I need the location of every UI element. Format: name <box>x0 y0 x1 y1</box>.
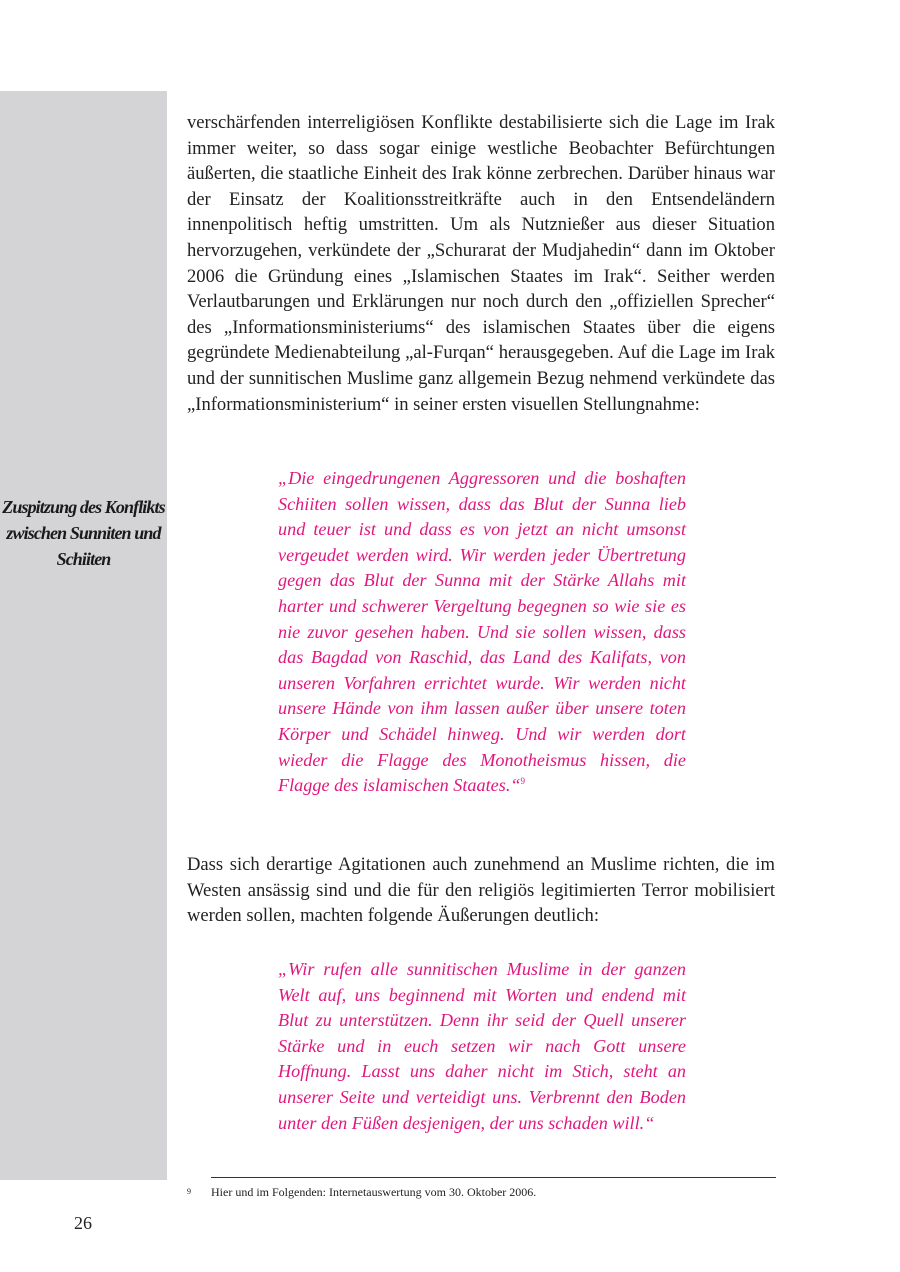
margin-sidebar <box>0 91 167 1180</box>
quote-2: „Wir rufen alle sunnitischen Muslime in der ganzen Welt auf, uns beginnend mit Worten und endend mit Blut zu unterstützen. Denn ihr seid der Quell unserer Stärke und in euch setzen wir nach Gott unsere Hoffnung. Lasst uns daher nicht im Stich, steht an unserer Seite und verteidigt uns. Verbrennt den Boden unter den Füßen desjenigen, der uns schaden will.“ <box>278 959 686 1133</box>
margin-note: Zuspitzung des Konflikts zwischen Sunniten und Schiiten <box>2 497 165 569</box>
footnote-rule <box>211 1177 776 1178</box>
footnote <box>187 1184 777 1200</box>
body-paragraph-2: Dass sich derartige Agitationen auch zunehmend an Muslime richten, die im Westen ansässig sind und die für den religiös legitimierten Terror mobilisiert werden sollen, machten folgende Äußerungen deutlich: <box>187 854 775 927</box>
page-number: 26 <box>74 1213 92 1233</box>
quote-1 <box>278 466 686 799</box>
footnote-number: 9 <box>187 1187 191 1196</box>
body-paragraph-1: verschärfenden interreligiösen Konflikte destabilisierte sich die Lage im Irak immer weiter, so dass sogar einige westliche Beobachter Befürchtungen äußerten, die staatliche Einheit des Irak könne zerbrechen. Darüber hinaus war der Einsatz der Koalitionsstreitkräfte auch in den Entsendeländern innenpolitisch heftig umstritten. Um als Nutznießer aus dieser Situation hervorzugehen, verkündete der „Schurarat der Mudjahedin“ dann im Oktober 2006 die Gründung eines „Islamischen Staates im Irak“. Seither werden Verlautbarungen und Erklärungen nur noch durch den „offiziellen Sprecher“ des „Informationsministeriums“ des islamischen Staates über die eigens gegründete Medienabteilung „al-Furqan“ herausgegeben. Auf die Lage im Irak und der sunnitischen Muslime ganz allgemein Bezug nehmend verkündete das „Informationsministerium“ in seiner ersten visuellen Stellungnahme: <box>187 112 775 415</box>
footnote-reference: 9 <box>520 776 525 787</box>
quote-1-text: „Die eingedrungenen Aggressoren und die boshaften Schiiten sollen wissen, dass das Blut der Sunna lieb und teuer ist und dass es von jetzt an nicht umsonst vergeudet werden wird. Wir werden jeder Übertretung gegen das Blut der Sunna mit der Stärke Allahs mit harter und schwerer Vergeltung begegnen so wie sie es nie zuvor gesehen haben. Und sie sollen wissen, dass das Bagdad von Raschid, das Land des Kalifats, von unseren Vorfahren errichtet wurde. Wir werden nicht unsere Hände von ihm lassen außer über unsere toten Körper und Schädel hinweg. Und wir werden dort wieder die Flagge des Monotheismus hissen, die Flagge des islamischen Staates.“ <box>278 468 686 796</box>
footnote-text: Hier und im Folgenden: Internetauswertung vom 30. Oktober 2006. <box>211 1185 537 1199</box>
